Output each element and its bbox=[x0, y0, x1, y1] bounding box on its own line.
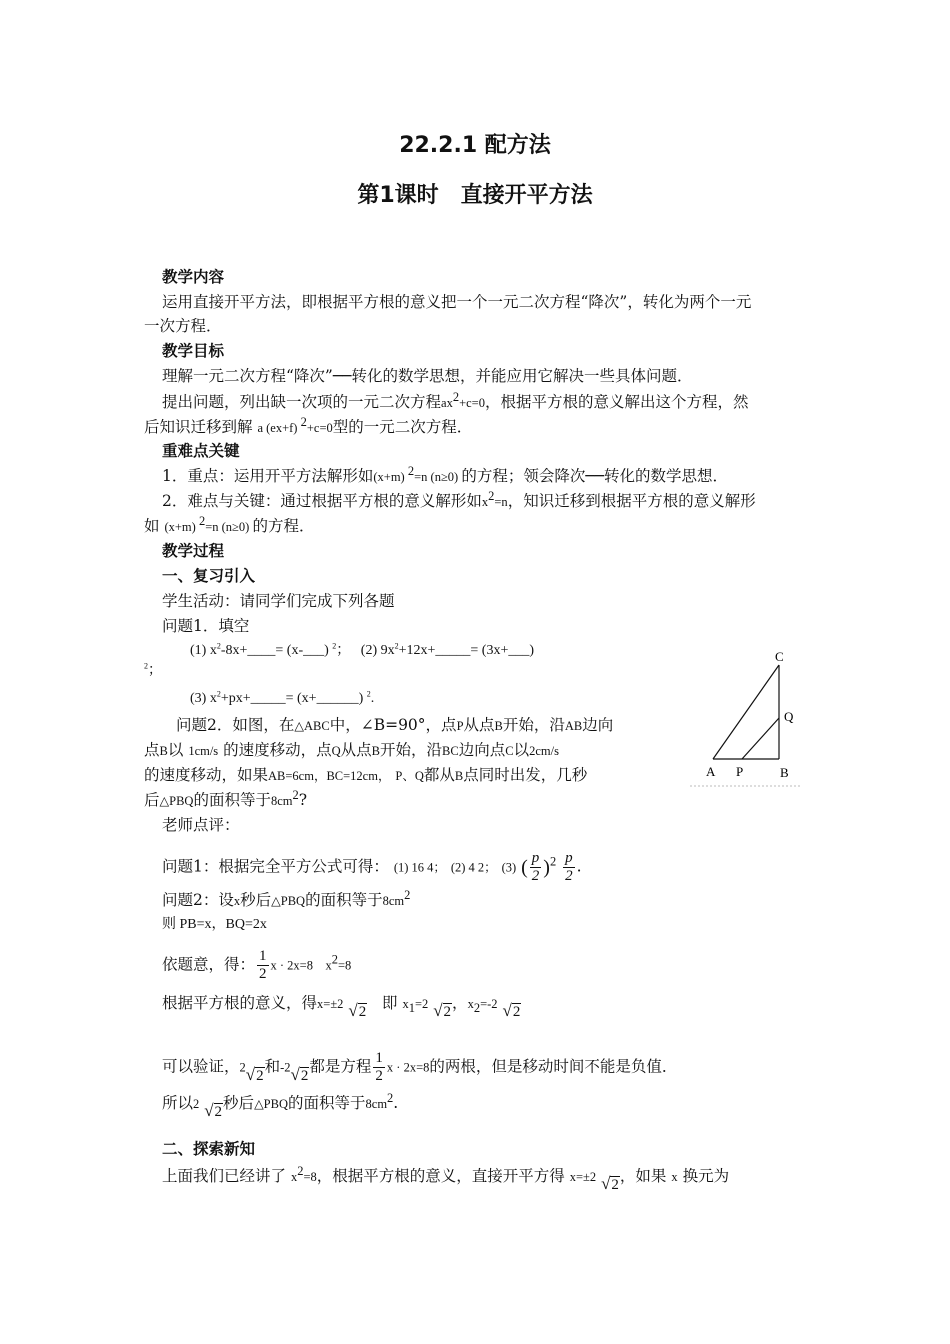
paragraph: 1．重点：运用开平方法解形如(x+m) $^2$=n (n≥0) 的方程；领会降次──转化的数学思想． bbox=[162, 463, 729, 485]
paragraph: 上面我们已经讲了 $x^2=8$，根据平方根的意义，直接开平方得 x=±2 √2，如果 x 换元为 bbox=[162, 1165, 729, 1196]
answer-line: 所以2 √2秒后△PBQ的面积等于$8cm^2$. bbox=[162, 1092, 398, 1123]
subsection-heading: 一、复习引入 bbox=[162, 567, 256, 585]
page-title: 22.2.1 配方法 bbox=[399, 133, 551, 158]
sqrt-two: √2 bbox=[245, 1064, 264, 1084]
label-p: P bbox=[736, 764, 744, 779]
side-ac bbox=[713, 665, 779, 759]
section-heading-process: 教学过程 bbox=[162, 542, 225, 560]
label-c: C bbox=[775, 649, 784, 664]
section-heading-goals: 教学目标 bbox=[162, 342, 225, 360]
paragraph: 如 (x+m) $^2$=n (n≥0) 的方程． bbox=[144, 513, 315, 535]
fraction-one-half: $\frac{1}{2}$ bbox=[259, 948, 267, 982]
problem-text: 后△PBQ的面积等于$8cm^2$? bbox=[144, 787, 308, 809]
page-subtitle: 第1课时 直接开平方法 bbox=[357, 183, 593, 208]
segment-pq bbox=[742, 718, 779, 759]
answer-line: 问题2：设x秒后△PBQ的面积等于$8cm^2$ bbox=[162, 887, 411, 909]
label-b: B bbox=[780, 765, 789, 780]
label-q: Q bbox=[784, 709, 794, 724]
sqrt-two: √2 bbox=[601, 1174, 619, 1193]
sqrt-two: √2 bbox=[204, 1101, 223, 1120]
exercise-line: (1) $x^2-8x+\_\_\_\_=$ (x-___) $^2$； (2) $9x^2+12x+\_\_\_\_\_=$ (3x+___) bbox=[190, 641, 535, 658]
exercise-line: (3) $x^2+px+\_\_\_\_\_=$ (x+______) $^2$. bbox=[190, 689, 375, 706]
paragraph: 老师点评： bbox=[162, 816, 240, 834]
label-a: A bbox=[706, 764, 716, 779]
paragraph: 运用直接开平方法，即根据平方根的意义把一个一元二次方程“降次”，转化为两个一元 bbox=[162, 293, 752, 311]
paragraph: 提出问题，列出缺一次项的一元二次方程$ax^2+c=0$，根据平方根的意义解出这个方程，然 bbox=[162, 389, 749, 411]
paragraph: 2．难点与关键：通过根据平方根的意义解形如$x^2=n$，知识迁移到根据平方根的意义解形 bbox=[162, 488, 756, 510]
sqrt-two: √2 bbox=[348, 1001, 367, 1020]
answer-line: 可以验证，2√2和-2√2都是方程 $\frac{1}{2}$ x · 2x=8的两根，但是移动时间不能是负值． bbox=[162, 1050, 677, 1087]
sqrt-two: √2 bbox=[433, 1001, 452, 1020]
exercise-line-wrap: $^2$； bbox=[144, 661, 162, 678]
sqrt-two: √2 bbox=[502, 1001, 521, 1020]
problem-text: 的速度移动，如果AB=6cm，BC=12cm， P、Q都从B点同时出发，几秒 bbox=[144, 766, 588, 784]
answer-line: 依题意，得： $\frac{1}{2}$ x · 2x=8 $x^2=8$ bbox=[162, 948, 352, 982]
section-heading-content: 教学内容 bbox=[162, 268, 225, 286]
sqrt-two: √2 bbox=[290, 1064, 309, 1084]
problem-text: 点B以 1cm/s 的速度移动，点Q从点B开始，沿BC边向点C以2cm/s bbox=[144, 741, 559, 759]
subsection-heading: 二、探索新知 bbox=[162, 1140, 256, 1158]
answer-line: 则 PB=x，BQ=2x bbox=[162, 917, 267, 932]
fraction-p-over-2: $\frac{p}{2}$ bbox=[565, 850, 573, 884]
paragraph: 学生活动：请同学们完成下列各题 bbox=[162, 592, 395, 610]
paragraph: 后知识迁移到解 a (ex+f) $^2$+c=0型的一元二次方程． bbox=[144, 414, 473, 436]
problem-text: 问题2．如图，在△ABC中，∠B=90°，点P从点B开始，沿AB边向 bbox=[176, 716, 614, 734]
fraction-p-over-2: $\frac{p}{2}$ bbox=[531, 850, 540, 884]
paragraph: 一次方程． bbox=[144, 317, 222, 335]
paragraph: 问题1．填空 bbox=[162, 617, 250, 635]
answer-line: 根据平方根的意义，得x=±2 √2 即 $x_1=2$ √2，$x_2=-2$ √2 bbox=[162, 992, 521, 1023]
fraction-one-half: $\frac{1}{2}$ bbox=[375, 1050, 383, 1084]
paragraph: 理解一元二次方程“降次”──转化的数学思想，并能应用它解决一些具体问题． bbox=[162, 367, 693, 385]
triangle-figure bbox=[688, 645, 803, 790]
answer-line: 问题1：根据完全平方公式可得： (1) 16 4； (2) 4 2； (3) ( $\frac{p}{2}$ )$^2$ $\frac{p}{2}$ . bbox=[162, 850, 582, 884]
section-heading-keypoints: 重难点关键 bbox=[162, 442, 240, 460]
